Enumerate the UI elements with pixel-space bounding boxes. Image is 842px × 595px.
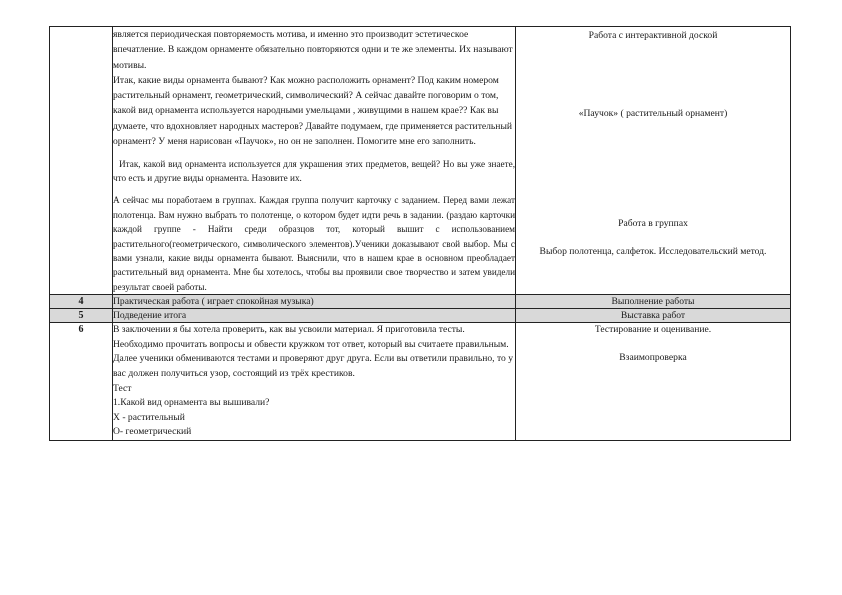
row-4-activity: Выполнение работы xyxy=(516,295,791,309)
activity-towel-choice: Выбор полотенца, салфеток. Исследовательский метод. xyxy=(539,246,767,257)
row-5-activity: Выставка работ xyxy=(516,309,791,323)
table-row-5 xyxy=(50,309,791,323)
activity-groups: Работа в группах xyxy=(618,218,688,229)
row-6-activity xyxy=(516,323,791,441)
row-5-content: Подведение итога xyxy=(113,309,516,323)
row-number-5: 5 xyxy=(50,309,113,323)
activity-interactive-board: Работа с интерактивной доской xyxy=(588,30,718,41)
test-title: Тест xyxy=(113,382,132,394)
paragraph-motif: является периодическая повторяемость мотива, и именно это производит эстетическое впечатление. В каждом орнаменте обязательно повторяются одни и те же элементы. Их называют мотивы. xyxy=(113,29,513,71)
test-answer-o: О- геометрический xyxy=(113,426,192,438)
row-number-6: 6 xyxy=(50,323,113,441)
activity-peer-review: Взаимопроверка xyxy=(619,352,687,364)
test-intro: В заключении я бы хотела проверить, как вы усвоили материал. Я приготовила тесты. Необходимо прочитать вопросы и обвести кружком тот ответ, который вы считаете правильным. Далее ученики обмениваются тестами и проверяют друг друга. Если вы ответили правильно, то у вас должен получиться узор, состоящий из трёх крестиков. xyxy=(113,324,514,379)
activity-spider: «Паучок» ( растительный орнамент) xyxy=(578,108,728,119)
row-number-cell xyxy=(50,27,113,295)
row-4-content: Практическая работа ( играет спокойная музыка) xyxy=(113,295,516,309)
table-row-6 xyxy=(50,323,791,441)
row-6-content xyxy=(113,323,516,441)
paragraph-group-work: А сейчас мы поработаем в группах. Каждая группа получит карточку с заданием. Перед вами лежат полотенца. Вам нужно выбрать то полотенце, о котором будет идти речь в задании. (раздаю карточки каждой группе - Найти среди образцов тот, который вышит с использованием растительного(геометрического, символического элементов).Ученики доказывают свой выбор. Мы с вами узнали, какие виды орнамента бывают. Выяснили, что в нашем крае в основном преобладает растительный вид орнамента. Мне бы хотелось, чтобы вы проявили свое творчество и затем увидели результат своей работы. xyxy=(113,195,515,292)
table-row-main xyxy=(50,27,791,295)
table-row-4 xyxy=(50,295,791,309)
lesson-plan-table xyxy=(49,26,791,441)
activity-cell xyxy=(516,27,791,295)
test-question-1: 1.Какой вид орнамента вы вышивали? xyxy=(113,397,270,409)
paragraph-decoration-question: Итак, какой вид орнамента используется для украшения этих предметов, вещей? Но вы уже знаете, что есть и другие виды орнамента. Назовите их. xyxy=(113,159,515,184)
activity-testing: Тестирование и оценивание. xyxy=(594,324,712,336)
test-answer-x: Х - растительный xyxy=(113,411,185,423)
paragraph-ornament-types: Итак, какие виды орнамента бывают? Как можно расположить орнамент? Под каким номером растительный орнамент, геометрический, символический? А сейчас давайте поговорим о том, какой вид орнамента используется народными умельцами , живущими в нашем крае?? Как вы думаете, что вдохновляет народных мастеров? Давайте подумаем, где применяется растительный орнамент? У меня нарисован «Паучок», но он не заполнен. Помогите мне его заполнить. xyxy=(113,74,513,148)
row-number-4: 4 xyxy=(50,295,113,309)
lesson-content-cell xyxy=(113,27,516,295)
